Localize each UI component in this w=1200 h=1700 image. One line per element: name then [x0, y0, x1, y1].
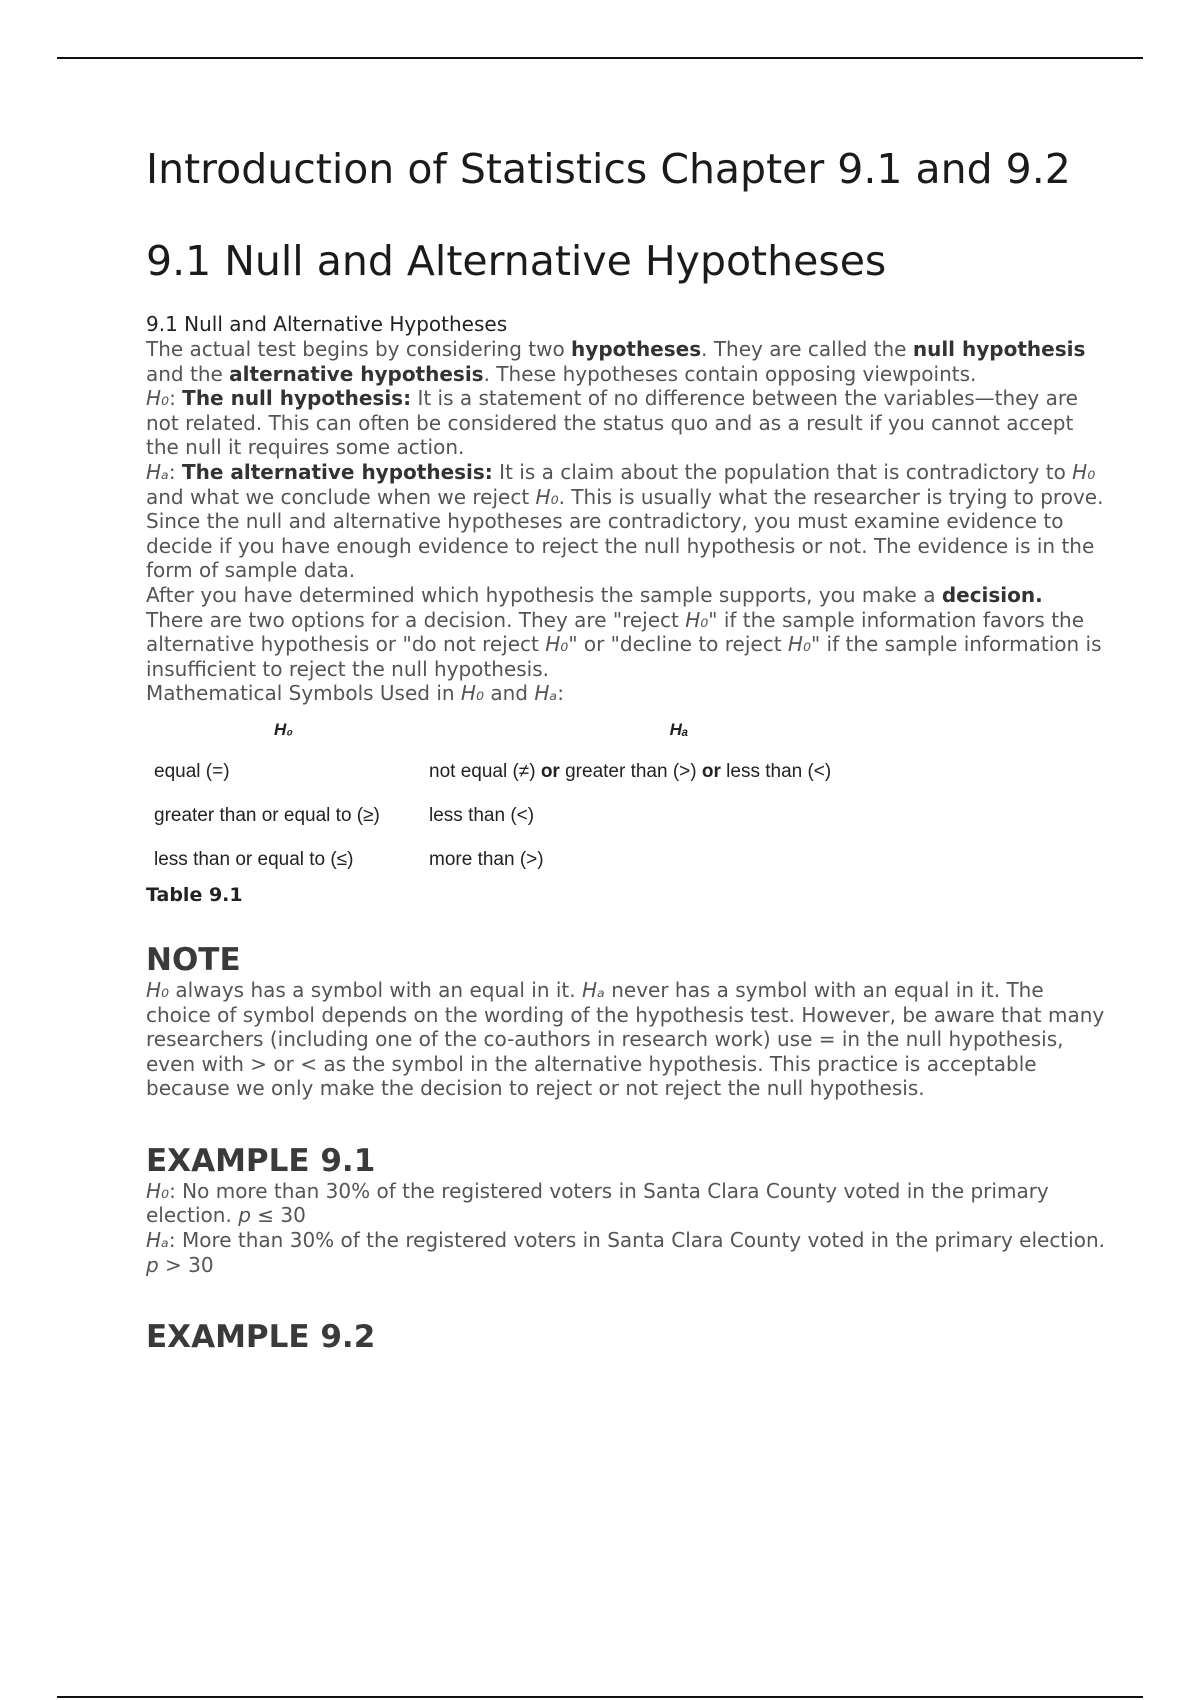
table-cell-ha: more than (>) [429, 848, 544, 870]
example-9-1-title: EXAMPLE 9.1 [146, 1142, 376, 1179]
intro-paragraph: The actual test begins by considering two hypotheses. They are called the null hypothesis and the alternative hypothesis. These hypotheses contain opposing viewpoints. [146, 337, 1086, 386]
alternative-hypothesis-definition: Hₐ: The alternative hypothesis: It is a claim about the population that is contradictory to H₀ and what we conclude when we reject H₀. This is usually what the researcher is trying to prove. [146, 459, 1104, 509]
table-row [146, 750, 937, 794]
footer-rule [57, 1696, 1143, 1698]
null-hypothesis-definition: H₀: The null hypothesis: It is a statement of no difference between the variables—they are not related. This can often be considered the status quo and as a result if you cannot accept the null it requires some action. [146, 386, 1078, 460]
decision-paragraph: After you have determined which hypothesis the sample supports, you make a decision. There are two options for a decision. They are "reject H₀" if the sample information favors the alternative hypothesis or "do not reject H₀" or "decline to reject H₀" if the sample information is insufficient to reject the null hypothesis. [146, 582, 1102, 681]
table-cell-h0: equal (=) [154, 760, 230, 782]
symbols-intro: Mathematical Symbols Used in H₀ and Hₐ: [146, 681, 564, 706]
document-body [146, 140, 1106, 1355]
symbols-table [146, 710, 937, 882]
table-header-h0: H₀ [274, 719, 293, 739]
example-9-2-title: EXAMPLE 9.2 [146, 1319, 376, 1356]
example-9-1-null: H₀: No more than 30% of the registered voters in Santa Clara County voted in the primary election. p ≤ 30 [146, 1178, 1049, 1228]
table-header-ha: Hₐ [669, 719, 689, 739]
table-cell-ha: not equal (≠) or greater than (>) or less than (<) [429, 760, 832, 782]
table-cell-h0: greater than or equal to (≥) [154, 804, 380, 826]
section-title: 9.1 Null and Alternative Hypotheses [146, 237, 887, 285]
table-cell-ha: less than (<) [429, 804, 535, 826]
note-paragraph: H₀ always has a symbol with an equal in it. Hₐ never has a symbol with an equal in it. The choice of symbol depends on the wording of the hypothesis test. However, be aware that many researchers (including one of the co-authors in research work) use = in the null hypothesis, even with > or < as the symbol in the alternative hypothesis. This practice is acceptable because we only make the decision to reject or not reject the null hypothesis. [146, 977, 1105, 1101]
subheading: 9.1 Null and Alternative Hypotheses [146, 312, 508, 336]
table-header-row [146, 710, 937, 750]
note-title: NOTE [146, 941, 241, 978]
table-row [146, 838, 937, 882]
header-rule [57, 57, 1143, 59]
document-title: Introduction of Statistics Chapter 9.1 and 9.2 [146, 145, 1071, 193]
table-row [146, 794, 937, 838]
evidence-paragraph: Since the null and alternative hypotheses are contradictory, you must examine evidence to decide if you have enough evidence to reject the null hypothesis or not. The evidence is in the form of sample data. [146, 509, 1095, 583]
table-caption: Table 9.1 [146, 883, 243, 906]
table-cell-h0: less than or equal to (≤) [154, 848, 354, 870]
example-9-1-alternative: Hₐ: More than 30% of the registered voters in Santa Clara County voted in the primary election. p > 30 [146, 1228, 1105, 1277]
